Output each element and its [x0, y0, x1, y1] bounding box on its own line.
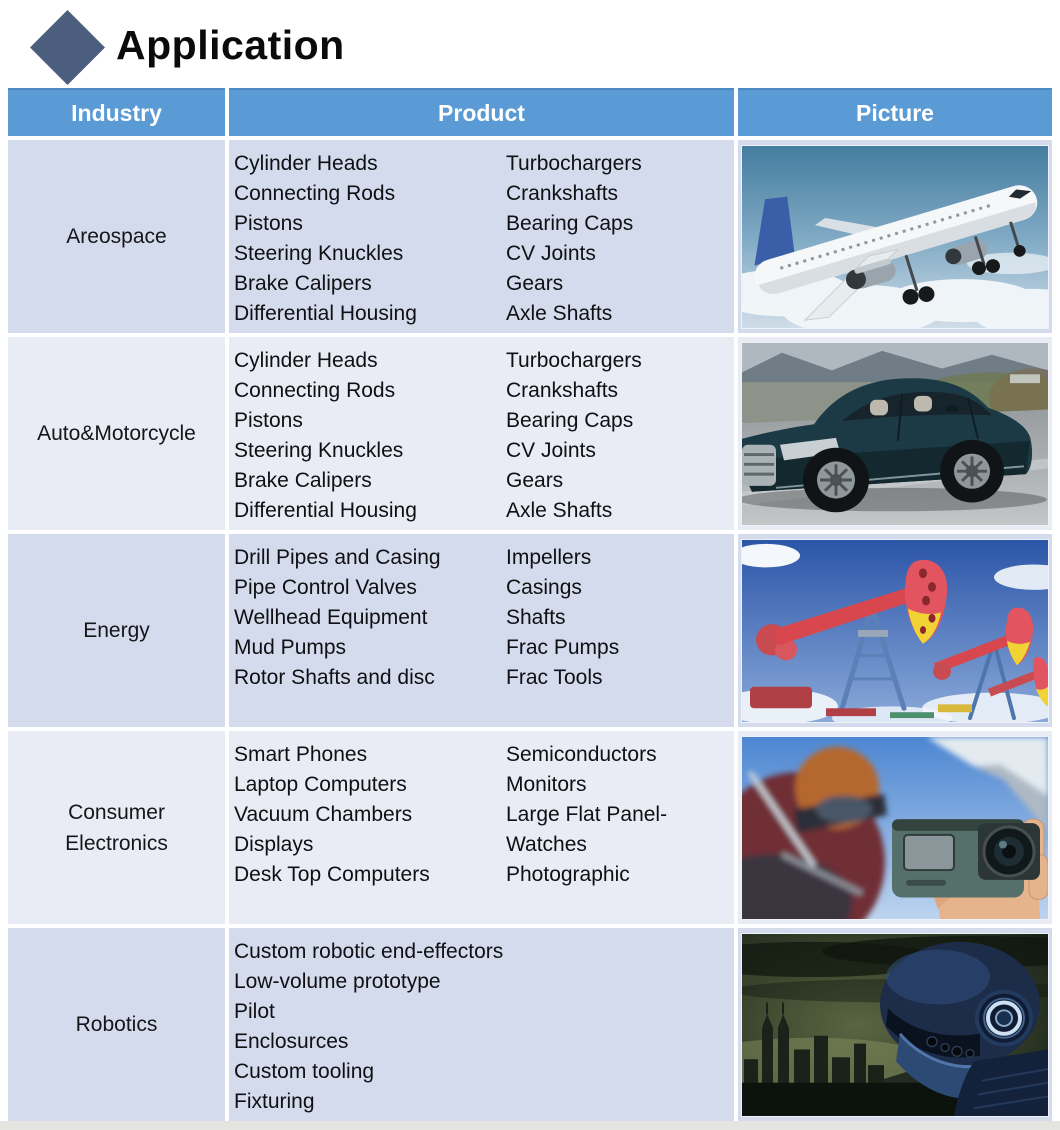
product-item: Low-volume prototype: [234, 970, 441, 993]
product-list-col1: [234, 937, 506, 1117]
product-item: Displays: [234, 833, 314, 856]
product-item: Differential Housing: [234, 302, 417, 325]
header-picture: Picture: [738, 88, 1052, 136]
product-item: Turbochargers: [506, 152, 642, 175]
product-item: Turbochargers: [506, 349, 642, 372]
products-cell: [229, 731, 734, 924]
product-item: Shafts: [506, 606, 566, 629]
robot-head-image: [741, 933, 1049, 1117]
product-item: Large Flat Panel-: [506, 803, 668, 826]
product-item: Frac Tools: [506, 666, 603, 689]
product-item: Cylinder Heads: [234, 152, 378, 175]
page-title: Application: [116, 22, 345, 68]
industry-label: Energy: [83, 619, 150, 642]
product-item: Custom robotic end-effectors: [234, 940, 504, 963]
product-item: Gears: [506, 469, 564, 492]
product-item: CV Joints: [506, 439, 596, 462]
product-item: Mud Pumps: [234, 636, 347, 659]
product-item: Frac Pumps: [506, 636, 620, 659]
oil-pumpjacks-image: [741, 539, 1049, 723]
product-list-col2: [506, 740, 667, 890]
product-item: Connecting Rods: [234, 379, 396, 402]
product-list-col2: [506, 149, 642, 329]
header-product: Product: [229, 88, 734, 136]
industry-label: Areospace: [66, 225, 167, 248]
product-list-col1: [234, 149, 506, 329]
header-industry: Industry: [8, 88, 225, 136]
product-item: Smart Phones: [234, 743, 368, 766]
product-item: Rotor Shafts and disc: [234, 666, 435, 689]
product-item: Axle Shafts: [506, 499, 613, 522]
action-camera-image: [741, 736, 1049, 920]
product-list-col1: [234, 346, 506, 526]
product-item: Drill Pipes and Casing: [234, 546, 441, 569]
industry-cell: [8, 140, 225, 333]
product-list-col1: [234, 543, 506, 693]
product-item: Enclosurces: [234, 1030, 349, 1053]
picture-cell: [738, 928, 1052, 1121]
product-item: Cylinder Heads: [234, 349, 378, 372]
products-cell: [229, 337, 734, 530]
car-image: [741, 342, 1049, 526]
product-item: Monitors: [506, 773, 587, 796]
product-item: Crankshafts: [506, 182, 619, 205]
product-item: Brake Calipers: [234, 272, 372, 295]
diamond-icon: [30, 10, 105, 85]
product-item: Pilot: [234, 1000, 275, 1023]
product-item: Pistons: [234, 212, 303, 235]
products-cell: [229, 140, 734, 333]
product-item: Bearing Caps: [506, 409, 634, 432]
application-table: [8, 88, 1052, 1121]
product-item: Casings: [506, 576, 582, 599]
picture-cell: [738, 337, 1052, 530]
product-item: Axle Shafts: [506, 302, 613, 325]
products-cell: [229, 928, 734, 1121]
product-list-col2: [506, 543, 619, 693]
bottom-strip: [0, 1121, 1060, 1130]
industry-label: Consumer Electronics: [65, 800, 168, 855]
product-item: Steering Knuckles: [234, 242, 404, 265]
industry-label: Auto&Motorcycle: [37, 422, 196, 445]
picture-cell: [738, 534, 1052, 727]
product-list-col1: [234, 740, 506, 890]
product-item: Wellhead Equipment: [234, 606, 428, 629]
product-item: Bearing Caps: [506, 212, 634, 235]
product-item: Custom tooling: [234, 1060, 375, 1083]
product-item: Steering Knuckles: [234, 439, 404, 462]
product-item: Pistons: [234, 409, 303, 432]
title-bar: [0, 0, 1060, 88]
product-item: Connecting Rods: [234, 182, 396, 205]
product-item: Brake Calipers: [234, 469, 372, 492]
product-item: Vacuum Chambers: [234, 803, 413, 826]
product-item: Semiconductors: [506, 743, 657, 766]
product-item: Watches: [506, 833, 587, 856]
picture-cell: [738, 140, 1052, 333]
product-item: Fixturing: [234, 1090, 315, 1113]
product-item: Impellers: [506, 546, 592, 569]
product-item: Laptop Computers: [234, 773, 407, 796]
product-item: CV Joints: [506, 242, 596, 265]
product-item: Desk Top Computers: [234, 863, 430, 886]
product-item: Gears: [506, 272, 564, 295]
industry-cell: [8, 337, 225, 530]
picture-cell: [738, 731, 1052, 924]
industry-label: Robotics: [75, 1013, 158, 1036]
industry-cell: [8, 534, 225, 727]
product-item: Pipe Control Valves: [234, 576, 417, 599]
product-item: Crankshafts: [506, 379, 619, 402]
airplane-image: [741, 145, 1049, 329]
industry-cell: [8, 731, 225, 924]
product-item: Photographic: [506, 863, 630, 886]
industry-cell: [8, 928, 225, 1121]
products-cell: [229, 534, 734, 727]
product-item: Differential Housing: [234, 499, 417, 522]
product-list-col2: [506, 346, 642, 526]
